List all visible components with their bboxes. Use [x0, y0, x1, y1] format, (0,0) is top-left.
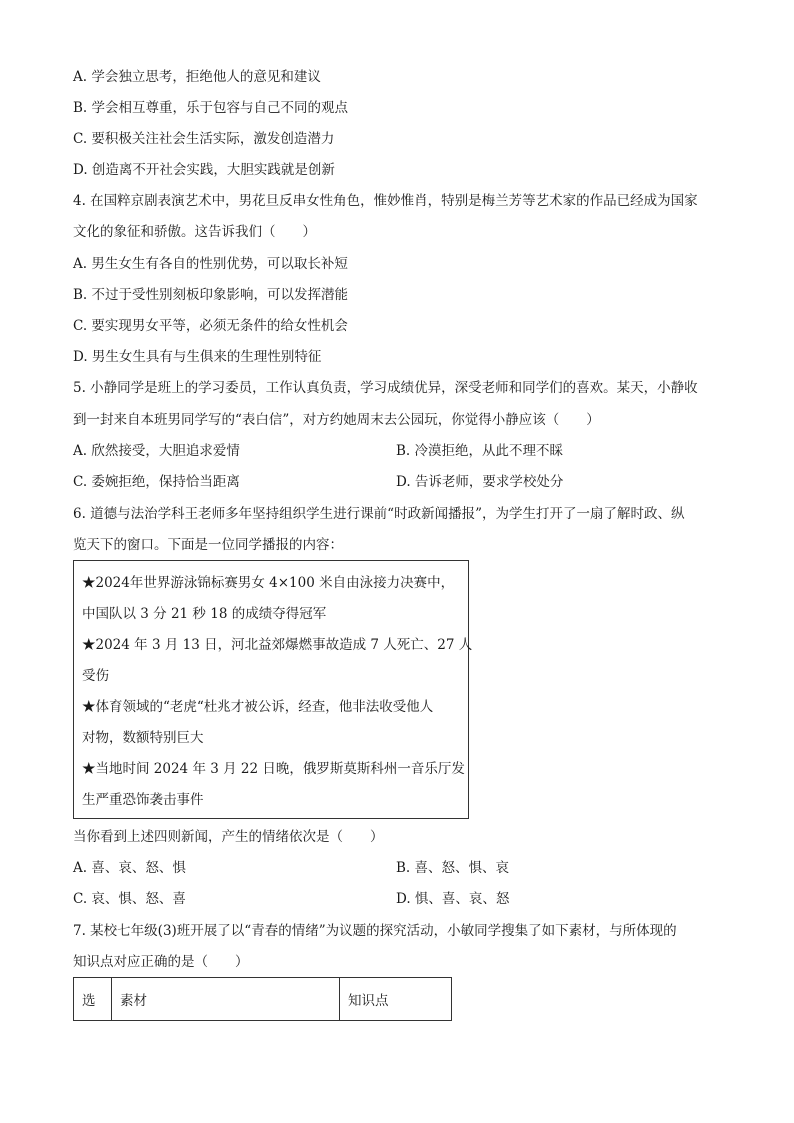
q6-option-a: A. 喜、哀、怒、惧: [73, 860, 186, 876]
q5-stem-line1: 5. 小静同学是班上的学习委员，工作认真负责，学习成绩优异，深受老师和同学们的喜欢。某天，小静收: [73, 380, 698, 396]
q4-option-c: C. 要实现男女平等，必须无条件的给女性机会: [73, 318, 348, 334]
q5-option-c: C. 委婉拒绝，保持恰当距离: [73, 474, 240, 490]
table-header-cell: 素材: [112, 978, 340, 1021]
news-line: 对物，数额特别巨大: [82, 730, 204, 746]
news-line: ★当地时间 2024 年 3 月 22 日晚，俄罗斯莫斯科州一音乐厅发: [82, 761, 465, 777]
q4-stem-line2: 文化的象征和骄傲。这告诉我们（ ）: [73, 224, 316, 240]
news-line: ★体育领域的“老虎“杜兆才被公诉，经查，他非法收受他人: [82, 699, 434, 715]
q4-option-d: D. 男生女生具有与生俱来的生理性别特征: [73, 349, 322, 365]
news-line: 中国队以 3 分 21 秒 18 的成绩夺得冠军: [82, 606, 327, 622]
q6-option-b: B. 喜、怒、惧、哀: [396, 860, 510, 876]
q3-option-b: B. 学会相互尊重，乐于包容与自己不同的观点: [73, 100, 349, 116]
q3-option-c: C. 要积极关注社会生活实际，激发创造潜力: [73, 131, 335, 147]
news-box: [73, 560, 473, 819]
q5-option-d: D. 告诉老师，要求学校处分: [396, 474, 564, 490]
q6-stem-line2: 览天下的窗口。下面是一位同学播报的内容：: [73, 537, 343, 553]
q3-option-a: A. 学会独立思考，拒绝他人的意见和建议: [73, 69, 321, 85]
q4-stem-line1: 4. 在国粹京剧表演艺术中，男花旦反串女性角色，惟妙惟肖，特别是梅兰芳等艺术家的作品已经成为国家: [73, 193, 698, 209]
q5-option-b: B. 冷漠拒绝，从此不理不睬: [396, 443, 564, 459]
q5-option-a: A. 欣然接受，大胆追求爱情: [73, 443, 240, 459]
news-line: 受伤: [82, 668, 109, 684]
news-line: ★2024年世界游泳锦标赛男女 4×100 米自由泳接力决赛中，: [82, 575, 455, 591]
table-header-cell: 知识点: [340, 978, 452, 1021]
q6-question: 当你看到上述四则新闻，产生的情绪依次是（ ）: [73, 829, 384, 845]
q7-stem-line2: 知识点对应正确的是（ ）: [73, 954, 249, 970]
table-header-cell: 选: [74, 978, 112, 1021]
q4-option-a: A. 男生女生有各自的性别优势，可以取长补短: [73, 256, 348, 272]
q7-stem-line1: 7. 某校七年级(3)班开展了以“青春的情绪”为议题的探究活动，小敏同学搜集了如下素材，与所体现的: [73, 923, 677, 939]
q7-material-table: [73, 977, 452, 1021]
q5-stem-line2: 到一封来自本班男同学写的“表白信”，对方约她周末去公园玩，你觉得小静应该（ ）: [73, 412, 600, 428]
news-line: 生严重恐饰袭击事件: [82, 792, 204, 808]
q4-option-b: B. 不过于受性别刻板印象影响，可以发挥潜能: [73, 287, 349, 303]
q6-stem-line1: 6. 道德与法治学科王老师多年坚持组织学生进行课前“时政新闻播报”，为学生打开了一扇了解时政、纵: [73, 506, 685, 522]
q6-option-c: C. 哀、惧、怒、喜: [73, 891, 186, 907]
q6-option-d: D. 惧、喜、哀、怒: [396, 891, 510, 907]
table-header-row: [74, 978, 452, 1021]
q3-option-d: D. 创造离不开社会实践，大胆实践就是创新: [73, 162, 335, 178]
news-line: ★2024 年 3 月 13 日，河北益郊爆燃事故造成 7 人死亡、27 人: [82, 637, 473, 653]
